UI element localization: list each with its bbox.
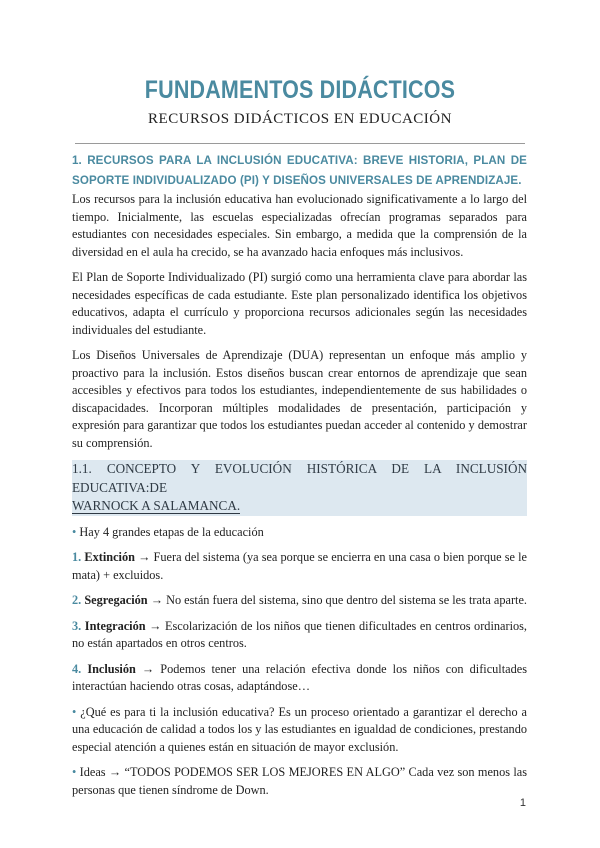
bullet-icon: • xyxy=(72,704,77,719)
ideas-text: Ideas → “TODOS PODEMOS SER LOS MEJORES EN ALGO” Cada vez son menos las personas que tienen síndrome de Down. xyxy=(72,765,527,797)
bullet-icon: • xyxy=(72,765,77,779)
arrow-icon: → xyxy=(147,593,167,607)
stages-intro-text: Hay 4 grandes etapas de la educación xyxy=(76,524,264,539)
section-1-1-heading-line-1: 1.1. CONCEPTO Y EVOLUCIÓN HISTÓRICA DE LA INCLUSIÓN EDUCATIVA:DE xyxy=(72,461,527,495)
stage-name: Extinción xyxy=(84,550,135,564)
stage-text: No están fuera del sistema, sino que dentro del sistema se les trata aparte. xyxy=(166,593,528,607)
page-number: 1 xyxy=(519,797,526,809)
stage-item xyxy=(72,661,527,696)
stages-intro xyxy=(72,524,527,542)
arrow-icon: → xyxy=(135,661,161,676)
inclusion-question xyxy=(72,704,527,757)
stage-text: Podemos tener una relación efectiva donde los niños con dificultades interactúan haciendo otras cosas, adaptándose… xyxy=(72,661,527,693)
stage-name: Segregación xyxy=(84,593,148,607)
stage-item xyxy=(72,618,527,653)
arrow-icon: → xyxy=(134,550,154,564)
stage-text: Escolarización de los niños que tienen dificultades en centros ordinarios, no están apartados en otros centros. xyxy=(72,618,527,650)
stage-name: Inclusión xyxy=(87,661,136,676)
section-1-heading: 1. RECURSOS PARA LA INCLUSIÓN EDUCATIVA: BREVE HISTORIA, PLAN DE SOPORTE INDIVIDUALIZADO (PI) Y DISEÑOS UNIVERSALES DE APRENDIZAJE. xyxy=(72,154,527,187)
inclusion-question-text: ¿Qué es para ti la inclusión educativa? Es un proceso orientado a garantizar el derecho a una educación de calidad a todos los y las estudiantes en igualdad de condiciones, prestando especial atención a quienes están en situación de mayor exclusión. xyxy=(72,704,527,754)
stage-text: Fuera del sistema (ya sea porque se encierra en una casa o bien porque se le mata) + excluidos. xyxy=(72,550,527,582)
bullet-icon: • xyxy=(72,524,77,539)
arrow-icon: → xyxy=(145,618,165,633)
stage-number: 4. xyxy=(72,661,82,676)
stage-number: 1. xyxy=(72,550,82,564)
section-1-paragraph-1: Los recursos para la inclusión educativa han evolucionado significativamente a lo largo del tiempo. Inicialmente, las escuelas especializadas ofrecían programas separados para estudiantes con necesidades especiales. Sin embargo, a medida que la comprensión de la diversidad en el aula ha crecido, se ha avanzado hacia enfoques más inclusivos. xyxy=(72,192,527,259)
document-subtitle: RECURSOS DIDÁCTICOS EN EDUCACIÓN xyxy=(148,111,452,127)
document-body xyxy=(72,151,527,807)
section-1-1-heading-line-2: WARNOCK A SALAMANCA. xyxy=(72,498,241,513)
document-title: FUNDAMENTOS DIDÁCTICOS xyxy=(144,76,456,104)
section-1-paragraph-3: Los Diseños Universales de Aprendizaje (DUA) representan un enfoque más amplio y proactivo para la inclusión. Estos diseños buscan crear entornos de aprendizaje que sean accesibles y efectivos para todos los estudiantes, independientemente de sus habilidades o discapacidades. Incorporan múltiples modalidades de presentación, participación y expresión para garantizar que todos los estudiantes puedan acceder al contenido y demostrar su comprensión. xyxy=(72,348,527,450)
section-1-1-heading xyxy=(72,460,527,516)
section-1-paragraph-2: El Plan de Soporte Individualizado (PI) surgió como una herramienta clave para abordar las necesidades específicas de cada estudiante. Este plan personalizado identifica los objetivos educativos, adapta el currículo y proporciona recursos adicionales según las necesidades individuales del estudiante. xyxy=(72,270,527,337)
stage-number: 2. xyxy=(72,593,82,607)
stage-number: 3. xyxy=(72,618,82,633)
stage-item xyxy=(72,592,527,610)
title-divider xyxy=(75,143,525,144)
ideas-item xyxy=(72,764,527,799)
stage-item xyxy=(72,549,527,584)
stage-name: Integración xyxy=(84,618,146,633)
